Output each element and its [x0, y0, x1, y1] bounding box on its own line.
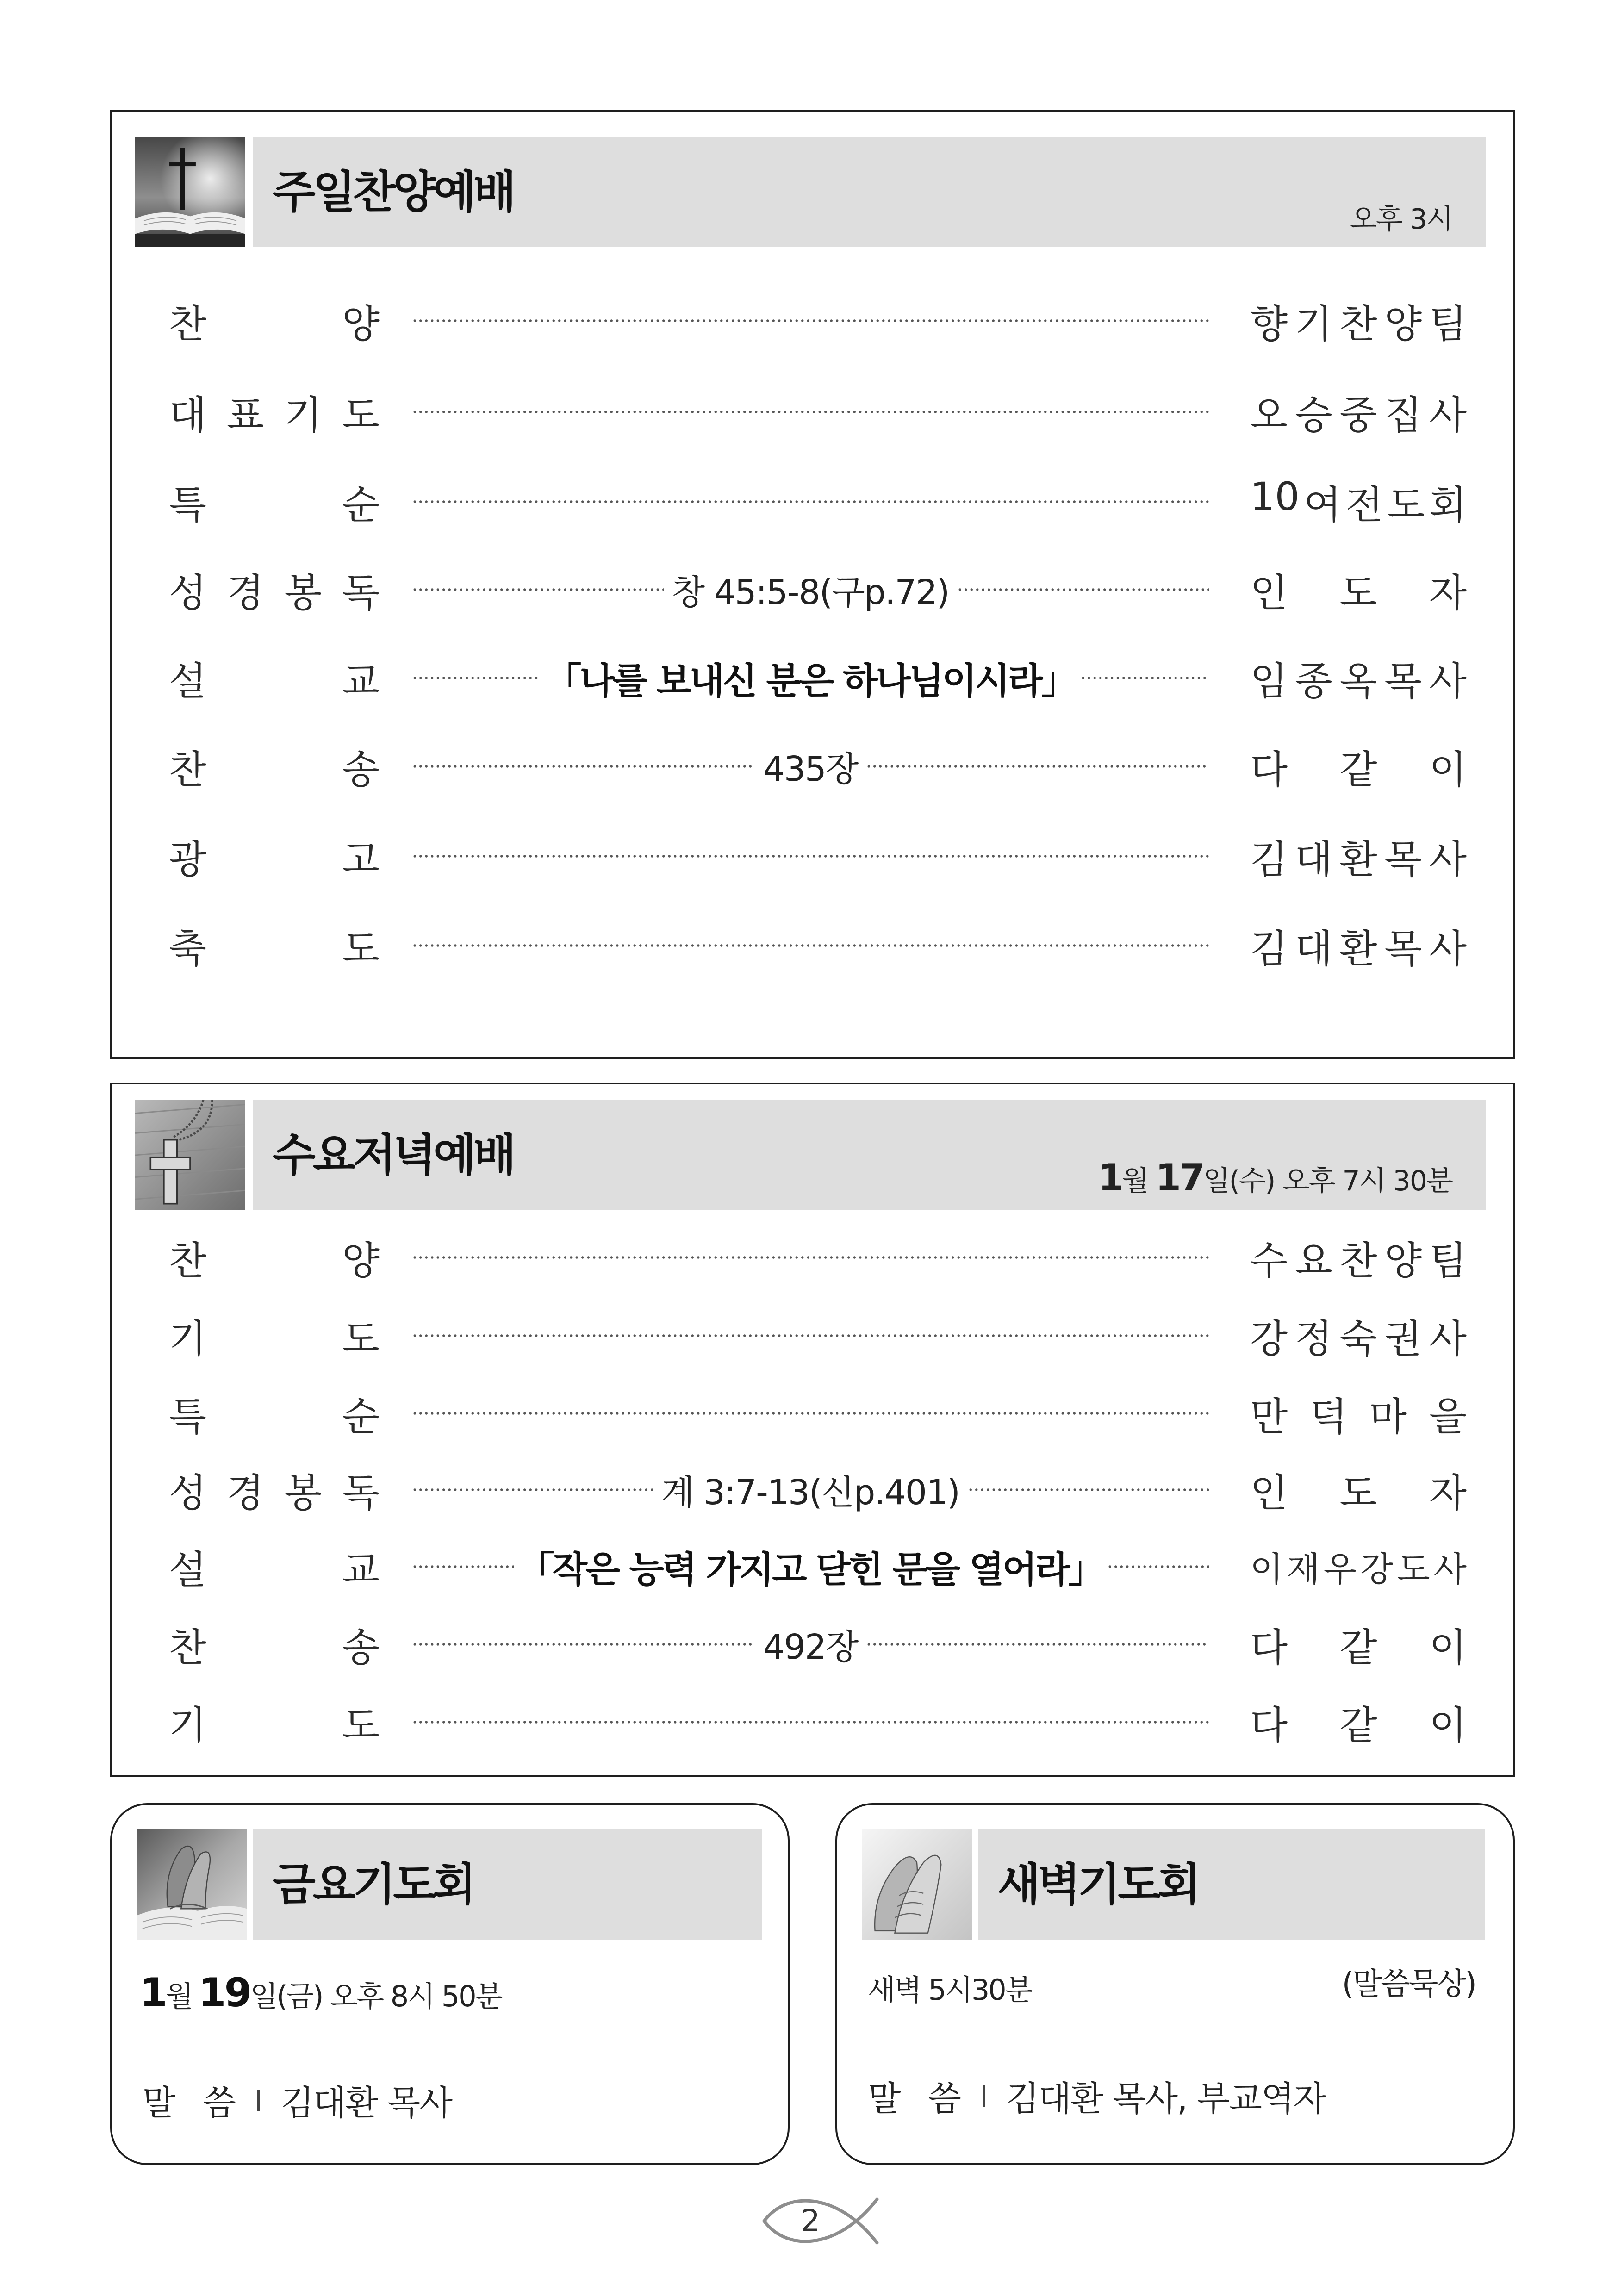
dot-leader — [412, 1411, 1209, 1416]
hymn-number: 492장 — [763, 1627, 858, 1667]
preacher-name: 김대환 목사 — [281, 2083, 452, 2123]
order-presenter — [1250, 562, 1467, 618]
order-label — [169, 650, 380, 706]
dot-leader — [1107, 1564, 1209, 1569]
date-month: 1 — [1098, 1156, 1122, 1199]
friday-prayer-box — [110, 1803, 790, 2165]
spread-glyph: 재 — [1287, 1549, 1320, 1589]
spread-glyph: 다 — [1250, 1624, 1288, 1670]
wednesday-service-title: 수요저녁예배 — [273, 1129, 514, 1181]
spread-glyph: 도 — [1339, 1470, 1377, 1516]
order-row — [169, 1612, 1467, 1677]
order-row — [169, 1381, 1467, 1446]
order-leader-line — [412, 734, 1209, 799]
sunday-service-time — [1350, 203, 1452, 236]
spread-glyph: 요 — [1294, 1238, 1332, 1283]
order-label — [169, 1308, 380, 1364]
order-label — [169, 293, 380, 349]
spread-glyph: 양 — [342, 301, 380, 347]
order-leader-line — [412, 1381, 1209, 1446]
date-rest: 일(수) 오후 7시 30분 — [1203, 1165, 1452, 1197]
spread-glyph: 다 — [1250, 747, 1288, 792]
spread-glyph: 기 — [284, 392, 322, 438]
order-label — [169, 1462, 380, 1518]
spread-glyph: 이 — [1250, 1549, 1283, 1589]
order-row — [169, 1225, 1467, 1290]
dot-leader — [412, 587, 664, 592]
dot-leader — [412, 853, 1209, 859]
dawn-prayer-note: (말씀묵상) — [1342, 1966, 1475, 2002]
order-presenter — [1250, 918, 1467, 974]
order-presenter — [1250, 1230, 1467, 1286]
praying-hands-photo — [862, 1829, 972, 1940]
spread-glyph: 도 — [1339, 570, 1377, 616]
spread-glyph: 중 — [1339, 392, 1377, 438]
wednesday-service-box — [110, 1083, 1515, 1777]
order-label — [169, 562, 380, 618]
friday-sermon-line — [143, 2075, 452, 2126]
spread-glyph: 목 — [1384, 926, 1422, 971]
order-leader-line — [412, 1534, 1209, 1599]
dawn-prayer-time — [868, 1967, 1032, 2013]
order-label — [169, 828, 380, 884]
order-label — [169, 918, 380, 974]
order-row — [169, 1303, 1467, 1368]
order-row — [169, 1534, 1467, 1599]
spread-glyph: 을 — [1429, 1394, 1467, 1439]
spread-glyph: 양 — [342, 1238, 380, 1283]
dot-leader — [412, 675, 541, 681]
spread-glyph: 김 — [1250, 836, 1288, 882]
sermon-title: 「나를 보내신 분은 하나님이시라」 — [545, 660, 1076, 702]
spread-glyph: 강 — [1360, 1549, 1394, 1589]
sunday-service-title: 주일찬양예배 — [273, 166, 514, 218]
order-row — [169, 824, 1467, 889]
dot-leader — [412, 764, 755, 769]
order-leader-line — [412, 288, 1209, 353]
spread-glyph: 같 — [1339, 1624, 1377, 1670]
spread-glyph: 도 — [1387, 482, 1425, 528]
page-number-badge — [760, 2191, 881, 2251]
order-row — [169, 1457, 1467, 1522]
dot-leader — [412, 1333, 1209, 1338]
spread-glyph: 순 — [342, 482, 380, 528]
spread-glyph: 씀 — [203, 2083, 235, 2123]
order-row — [169, 557, 1467, 622]
spread-glyph: 봉 — [284, 570, 322, 616]
sunday-service-box — [110, 110, 1515, 1059]
dot-leader — [412, 318, 1209, 324]
spread-glyph: 표 — [226, 392, 264, 438]
date-month-unit: 월 — [165, 1979, 192, 2013]
spread-glyph: 찬 — [169, 1238, 207, 1283]
scripture-reading: 창 45:5-8(구p.72) — [672, 572, 949, 612]
spread-glyph: 권 — [1384, 1316, 1422, 1362]
spread-glyph: 기 — [169, 1316, 207, 1362]
date-month: 1 — [140, 1970, 166, 2016]
spread-glyph: 도 — [342, 1702, 380, 1748]
friday-prayer-datetime — [140, 1970, 502, 2016]
dot-leader — [968, 1487, 1209, 1493]
dawn-prayer-title: 새벽기도회 — [997, 1859, 1198, 1910]
sermon-label — [868, 2072, 960, 2121]
page-number: 2 — [801, 2203, 820, 2239]
order-presenter — [1250, 828, 1467, 884]
spread-glyph: 성 — [169, 570, 207, 616]
spread-glyph: 특 — [169, 482, 207, 528]
spread-glyph: 말 — [143, 2083, 175, 2123]
order-leader-line — [412, 646, 1209, 710]
spread-glyph: 순 — [342, 1394, 380, 1439]
spread-glyph: 자 — [1429, 570, 1467, 616]
spread-glyph: 수 — [1250, 1238, 1288, 1283]
order-row — [169, 469, 1467, 534]
separator-bar — [257, 2090, 260, 2111]
spread-glyph: 숙 — [1339, 1316, 1377, 1362]
spread-glyph: 팀 — [1429, 301, 1467, 347]
preacher-name: 김대환 목사, 부교역자 — [1006, 2079, 1326, 2119]
order-presenter — [1250, 1386, 1467, 1442]
spread-glyph: 양 — [1384, 1238, 1422, 1283]
order-leader-line — [412, 1225, 1209, 1290]
spread-glyph: 옥 — [1339, 658, 1377, 704]
spread-glyph: 광 — [169, 836, 207, 882]
sermon-label — [143, 2076, 235, 2125]
dot-leader — [866, 764, 1209, 769]
spread-glyph: 경 — [226, 570, 264, 616]
sermon-title: 「작은 능력 가지고 닫힌 문을 열어라」 — [518, 1549, 1103, 1591]
dot-leader — [1080, 675, 1209, 681]
scripture-reading: 계 3:7-13(신p.401) — [661, 1473, 959, 1512]
spread-glyph: 향 — [1250, 301, 1288, 347]
spread-glyph: 기 — [1294, 301, 1332, 347]
spread-glyph: 도 — [342, 926, 380, 971]
spread-glyph: 경 — [226, 1470, 264, 1516]
spread-glyph: 임 — [1250, 658, 1288, 704]
date-day: 19 — [198, 1970, 250, 2016]
spread-glyph: 송 — [342, 1624, 380, 1670]
spread-glyph: 봉 — [284, 1470, 322, 1516]
sunday-header-bar — [253, 137, 1486, 247]
order-presenter — [1250, 1694, 1467, 1750]
wednesday-header-bar — [253, 1100, 1486, 1210]
date-day: 17 — [1155, 1156, 1203, 1199]
spread-glyph: 찬 — [169, 747, 207, 792]
spread-glyph: 독 — [342, 1470, 380, 1516]
order-label — [169, 1694, 380, 1750]
order-presenter — [1250, 1542, 1467, 1591]
order-row — [169, 288, 1467, 353]
order-presenter — [1250, 1462, 1467, 1518]
dawn-time-text: 새벽 5시30분 — [868, 1973, 1032, 2007]
spread-glyph: 같 — [1339, 1702, 1377, 1748]
spread-glyph: 사 — [1429, 1316, 1467, 1362]
spread-glyph: 환 — [1339, 926, 1377, 971]
dawn-prayer-box — [835, 1803, 1515, 2165]
order-leader-line — [412, 824, 1209, 889]
dot-leader — [866, 1642, 1209, 1647]
order-leader-line — [412, 469, 1209, 534]
spread-glyph: 목 — [1384, 658, 1422, 704]
spread-glyph: 사 — [1433, 1549, 1467, 1589]
order-label — [169, 1230, 380, 1286]
order-presenter — [1250, 293, 1467, 349]
dot-leader — [412, 943, 1209, 948]
dot-leader — [957, 587, 1209, 592]
spread-glyph: 같 — [1339, 747, 1377, 792]
spread-glyph: 양 — [1384, 301, 1422, 347]
dot-leader — [412, 1564, 514, 1569]
order-row — [169, 913, 1467, 978]
spread-glyph: 대 — [169, 392, 207, 438]
dot-leader — [412, 499, 1209, 504]
dot-leader — [412, 1642, 755, 1647]
order-row — [169, 1690, 1467, 1755]
spread-glyph: 교 — [342, 1547, 380, 1593]
spread-glyph: 대 — [1294, 926, 1332, 971]
spread-glyph: 사 — [1429, 926, 1467, 971]
order-leader-line — [412, 1303, 1209, 1368]
spread-glyph: 도 — [1397, 1549, 1430, 1589]
spread-glyph: 승 — [1294, 392, 1332, 438]
spread-glyph: 말 — [868, 2079, 900, 2119]
order-row — [169, 380, 1467, 444]
spread-glyph: 10 — [1250, 473, 1300, 519]
order-row — [169, 734, 1467, 799]
separator-bar — [983, 2085, 985, 2107]
spread-glyph: 이 — [1429, 1624, 1467, 1670]
spread-glyph: 목 — [1384, 836, 1422, 882]
order-row — [169, 646, 1467, 710]
order-leader-line — [412, 1690, 1209, 1755]
order-label — [169, 739, 380, 795]
order-leader-line — [412, 557, 1209, 622]
spread-glyph: 도 — [342, 392, 380, 438]
friday-header-bar — [253, 1829, 762, 1940]
spread-glyph: 회 — [1429, 482, 1467, 528]
spread-glyph: 우 — [1323, 1549, 1357, 1589]
spread-glyph: 대 — [1294, 836, 1332, 882]
spread-glyph: 정 — [1294, 1316, 1332, 1362]
order-leader-line — [412, 1457, 1209, 1522]
spread-glyph: 집 — [1384, 392, 1422, 438]
spread-glyph: 다 — [1250, 1702, 1288, 1748]
dawn-header-bar — [978, 1829, 1485, 1940]
spread-glyph: 고 — [342, 836, 380, 882]
spread-glyph: 종 — [1294, 658, 1332, 704]
order-label — [169, 384, 380, 440]
spread-glyph: 찬 — [1339, 301, 1377, 347]
spread-glyph: 팀 — [1429, 1238, 1467, 1283]
spread-glyph: 독 — [342, 570, 380, 616]
spread-glyph: 사 — [1429, 658, 1467, 704]
spread-glyph: 씀 — [928, 2079, 960, 2119]
sunday-time-text: 오후 3시 — [1350, 203, 1452, 236]
friday-prayer-title: 금요기도회 — [273, 1859, 473, 1910]
spread-glyph: 자 — [1429, 1470, 1467, 1516]
praying-hands-bible-photo — [137, 1829, 247, 1940]
order-presenter — [1250, 474, 1467, 530]
order-leader-line — [412, 1612, 1209, 1677]
dot-leader — [412, 1719, 1209, 1725]
order-leader-line — [412, 380, 1209, 444]
spread-glyph: 강 — [1250, 1316, 1288, 1362]
spread-glyph: 덕 — [1309, 1394, 1348, 1439]
dot-leader — [412, 1487, 653, 1493]
spread-glyph: 도 — [342, 1316, 380, 1362]
order-label — [169, 1617, 380, 1673]
dot-leader — [412, 1255, 1209, 1260]
cross-necklace-photo — [135, 1100, 245, 1210]
spread-glyph: 사 — [1429, 836, 1467, 882]
spread-glyph: 오 — [1250, 392, 1288, 438]
spread-glyph: 교 — [342, 658, 380, 704]
order-presenter — [1250, 1617, 1467, 1673]
spread-glyph: 설 — [169, 1547, 207, 1593]
spread-glyph: 축 — [169, 926, 207, 971]
spread-glyph: 김 — [1250, 926, 1288, 971]
spread-glyph: 만 — [1250, 1394, 1288, 1439]
spread-glyph: 이 — [1429, 747, 1467, 792]
order-label — [169, 1386, 380, 1442]
spread-glyph: 여 — [1304, 482, 1342, 528]
spread-glyph: 환 — [1339, 836, 1377, 882]
dawn-sermon-line — [868, 2071, 1326, 2122]
spread-glyph: 인 — [1250, 1470, 1288, 1516]
date-month-unit: 월 — [1122, 1165, 1148, 1197]
dot-leader — [412, 409, 1209, 415]
spread-glyph: 전 — [1345, 482, 1383, 528]
date-rest: 일(금) 오후 8시 50분 — [250, 1979, 502, 2013]
hymn-number: 435장 — [763, 749, 858, 789]
spread-glyph: 기 — [169, 1702, 207, 1748]
wednesday-service-datetime — [1098, 1156, 1452, 1199]
order-presenter — [1250, 650, 1467, 706]
spread-glyph: 특 — [169, 1394, 207, 1439]
spread-glyph: 설 — [169, 658, 207, 704]
order-label — [169, 1539, 380, 1595]
spread-glyph: 인 — [1250, 570, 1288, 616]
order-presenter — [1250, 1308, 1467, 1364]
cross-bible-photo — [135, 137, 245, 247]
order-leader-line — [412, 913, 1209, 978]
spread-glyph: 송 — [342, 747, 380, 792]
spread-glyph: 찬 — [169, 1624, 207, 1670]
spread-glyph: 사 — [1429, 392, 1467, 438]
order-presenter — [1250, 739, 1467, 795]
spread-glyph: 성 — [169, 1470, 207, 1516]
order-label — [169, 474, 380, 530]
order-presenter — [1250, 384, 1467, 440]
spread-glyph: 찬 — [1339, 1238, 1377, 1283]
spread-glyph: 찬 — [169, 301, 207, 347]
spread-glyph: 이 — [1429, 1702, 1467, 1748]
spread-glyph: 마 — [1369, 1394, 1407, 1439]
